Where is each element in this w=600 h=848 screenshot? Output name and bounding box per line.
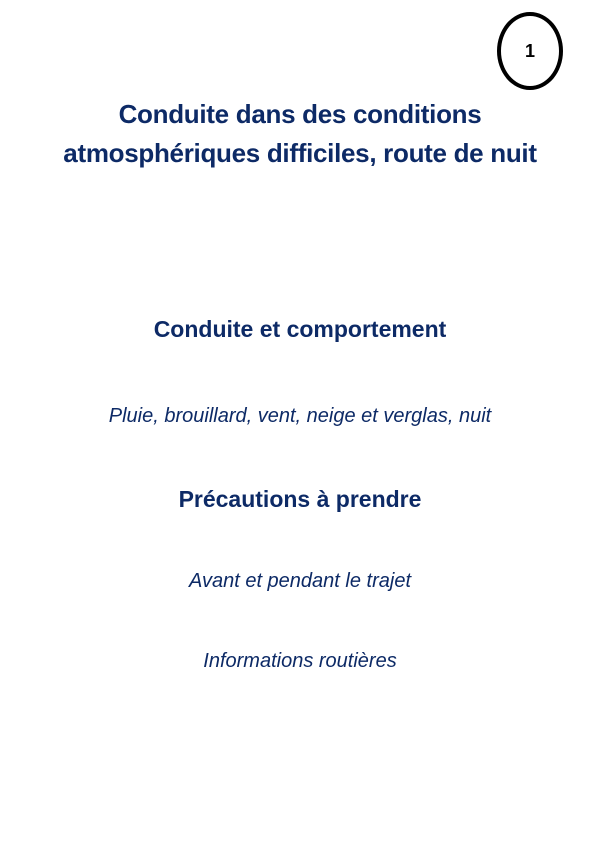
section-heading-conduite: Conduite et comportement [153,316,447,342]
page-number-badge [497,12,563,90]
page-title: Conduite dans des conditions atmosphériques difficiles, route de nuit [63,99,537,168]
section-heading-precautions: Précautions à prendre [178,486,422,512]
page-number: 1 [524,40,535,61]
section-item-trajet: Avant et pendant le trajet [188,570,411,592]
section-item-conditions: Pluie, brouillard, vent, neige et verglas, nuit [108,405,492,427]
section-item-informations: Informations routières [203,650,397,672]
